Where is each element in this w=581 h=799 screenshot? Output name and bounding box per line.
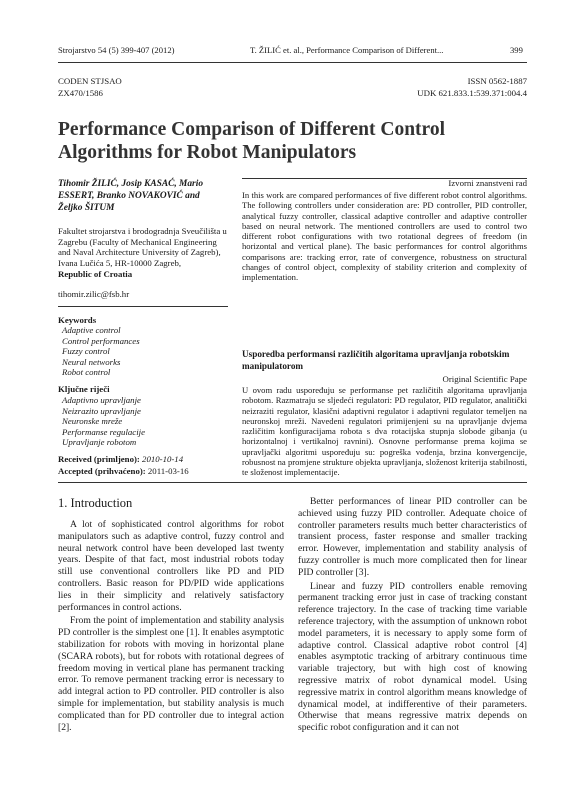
abstract-bottom-rule [58,482,527,483]
accepted-label: Accepted (prihvaćeno): [58,466,146,476]
running-header-journal: Strojarstvo 54 (5) 399-407 (2012) [58,45,175,55]
cro-title: Usporedba performansi različitih algoritama upravljanja robotskim manipulatorom [242,349,510,371]
keyword: Control performances [62,335,140,346]
keyword: Robot control [62,367,111,378]
keyword: Adaptive control [62,325,121,335]
authors: Tihomir ŽILIĆ, Josip KASAĆ, Mario ESSERT, Branko NOVAKOVIĆ and Željko ŠITUM [58,179,204,213]
udk: UDK 621.833.1:539.371:004.4 [417,88,527,98]
zx-code: ZX470/1586 [58,88,103,98]
running-header-title: T. ŽILIĆ et. al., Performance Comparison of Different... [250,45,444,55]
cro-paper-type: Original Scientific Pape [442,374,527,384]
keyword: Neural networks [62,356,121,367]
keyword: Neizrazito upravljanje [62,405,141,416]
paper-title: Performance Comparison of Different Control Algorithms for Robot Manipulators [58,119,446,163]
header-rule [58,62,527,63]
affiliation: Fakultet strojarstva i brodogradnja Sveučilišta u Zagrebu (Faculty of Mechanical Engineering and Naval Architecture University of Zagreb), Ivana Lučića 5, HR-10000 Zagreb, [58,226,227,268]
keywords-heading: Keywords [58,315,97,325]
received-label: Received (primljeno): [58,454,140,464]
page-number: 399 [510,45,523,55]
keyword: Upravljanje robotom [62,437,137,448]
paragraph: From the point of implementation and stability analysis PD controller is the simplest one [1]. It enables asymptotic stabilization for robots with moving in horizontal plane (SCARA robots), but for robots with rotational degrees of freedom moving in vertical plane has permanent tracking error. To remove permanent tracking error is necessary to add integral action to PD controller. PID controller is also simple for implementation, but stability analysis is much complicated than for PD controller due to integral action [2]. [58,615,284,733]
paragraph: Better performances of linear PID controller can be achieved using fuzzy PID controller. Adequate choice of controller parameters results much better characteristics of transient process, faster response and smaller tracking error. However, implementation and stability analysis of fuzzy controller is much more complicated then for linear PID controller [3]. [298,496,527,578]
section-heading: 1. Introduction [58,496,133,510]
received-value: 2010-10-14 [142,454,184,464]
cro-abstract: U ovom radu uspoređuju se performanse pet različitih algoritama upravljanja robotom. Razmatraju se sljedeći regulatori: PD regulator, PID regulator, analitički neizraziti regulator, klasični adaptivni regulator i adaptivni regulator temeljen na neuronskoj mreži. Navedeni regulatori primijenjeni su na upravljanje dvjema različitim konfiguracijama robota s dva rotacijska stupnja slobode gibanja (u horizontalnoj i vertikalnoj ravnini). Osnovne performanse prema kojima se upravljački algoritmi uspoređuju su: pogreška vođenja, brzina konvergencije, robusnost na promjene strukture objekta upravljanja, složenost kriterija stabilnosti, te složenost implementacije. [242,385,527,478]
keywords-list [58,325,140,378]
kljucne-heading: Ključne riječi [58,384,110,394]
paragraph: A lot of sophisticated control algorithms for robot manipulators such as adaptive control, fuzzy control and neural network control have been developed last twenty years. Despite of that fact, most industrial robots today still use conventional controllers like PD and PID controllers. Basic reason for PD/PID wide applications lies in their simplicity and relatively satisfactory performances in control actions. [58,519,284,613]
right-column [298,496,527,734]
paper-type: Izvorni znanstveni rad [448,178,527,188]
keyword: Fuzzy control [62,346,110,357]
keyword: Neuronske mreže [62,416,123,427]
accepted-value: 2011-03-16 [147,466,189,476]
keyword: Adaptivno upravljanje [62,395,141,405]
kljucne-list [58,395,145,448]
country: Republic of Croatia [58,269,133,279]
abstract: In this work are compared performances of five different robot control algorithms. The following controllers under consideration are: PD controller, PID controller, analytical fuzzy controller, classical adaptive controller and adaptive controller based on neural network. The mentioned controllers are used to control two different robot configurations with two rotational degrees of freedom (in horizontal and vertical plane). The basic performances for control algorithms comparisons are: tracking error, rate of convergence, robustness on structural changes of control object, complexity of stability criterion and complexity of implementation. [242,190,527,283]
email: tihomir.zilic@fsb.hr [58,289,130,299]
paragraph: Linear and fuzzy PID controllers enable removing permanent tracking error just in case of tracking constant reference trajectory. In the case of tracking time variable reference trajectory, with the assumption of unknown robot model parameters, it is necessary to apply some form of adaptive control. Classical adaptive robot control [4] enables asymptotic tracking of arbitrary continuous time variable trajectory, but with high cost of knowing regressive matrix of robot dynamical model. Using regressive matrix in control algorithm means knowledge of dynamical model, at indifferentive of their parameters. Otherwise that means regressive matrix depends on specific robot configuration and it can not [298,580,527,734]
left-column [58,519,284,733]
coden: CODEN STJSAO [58,76,122,86]
keyword: Performanse regulacije [62,426,145,437]
email-rule [58,306,228,307]
received-date [58,454,183,465]
issn: ISSN 0562-1887 [467,76,527,86]
accepted-date [58,466,189,477]
